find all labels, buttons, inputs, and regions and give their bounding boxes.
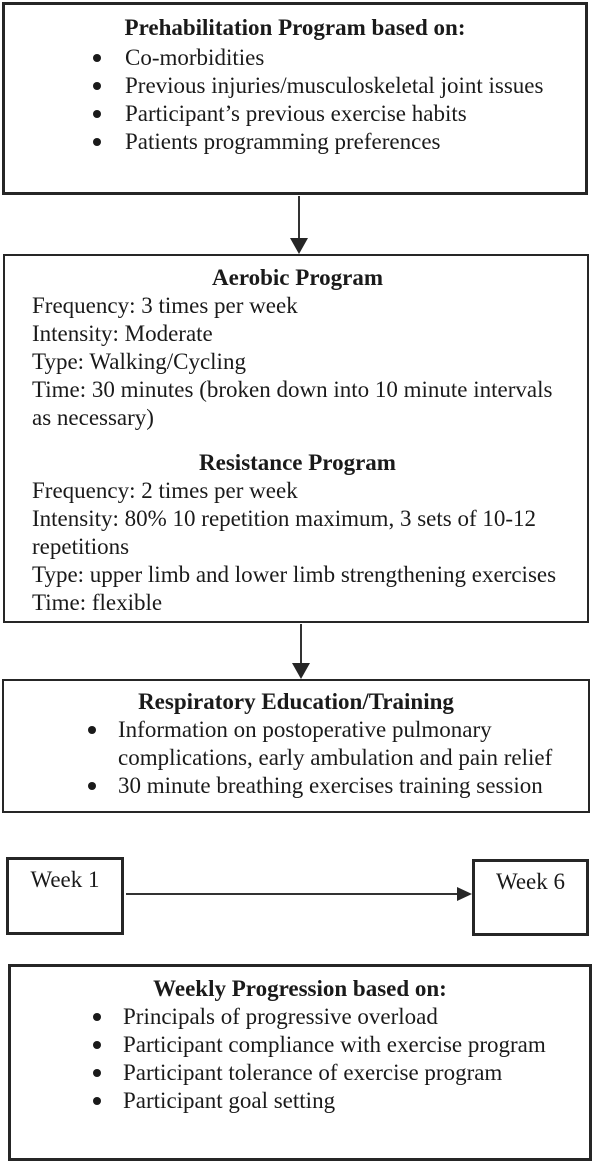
resistance-frequency: Frequency: 2 times per week [32,478,298,503]
prehab-program-box [2,2,588,195]
weekly-progression-box [8,964,592,1161]
progression-bullet-tolerance: Participant tolerance of exercise program [123,1059,559,1087]
aerobic-type: Type: Walking/Cycling [32,349,246,374]
aerobic-intensity: Intensity: Moderate [32,321,213,346]
week-start-box [6,857,124,935]
prehab-program-title: Prehabilitation Program based on: [124,15,466,40]
arrow-right-icon [126,886,472,902]
resistance-program-title: Resistance Program [199,450,396,475]
progression-bullet-goals: Participant goal setting [123,1087,559,1115]
exercise-program-box [3,254,589,623]
resistance-time: Time: flexible [32,590,163,615]
week-start-label: Week 1 [30,867,100,892]
respiratory-bullet-list [4,716,588,800]
aerobic-program-title: Aerobic Program [212,265,383,290]
resistance-intensity: Intensity: 80% 10 repetition maximum, 3 sets of 10-12 repetitions [32,506,537,559]
prehab-bullet-list [5,44,585,156]
progression-bullet-list [11,1003,589,1115]
weekly-progression-title: Weekly Progression based on: [153,976,447,1001]
respiratory-bullet-information: Information on postoperative pulmonary complications, early ambulation and pain relief [118,716,570,772]
prehab-bullet-injuries: Previous injuries/musculoskeletal joint issues [125,72,555,100]
arrow-down-icon [288,196,310,254]
prehab-bullet-habits: Participant’s previous exercise habits [125,100,555,128]
progression-bullet-overload: Principals of progressive overload [123,1003,559,1031]
week-end-box [472,859,589,936]
respiratory-education-title: Respiratory Education/Training [138,689,454,714]
week-end-label: Week 6 [495,869,566,894]
aerobic-frequency: Frequency: 3 times per week [32,293,298,318]
arrow-down-icon [290,624,312,679]
prehab-bullet-comorbidities: Co-morbidities [125,44,555,72]
resistance-type: Type: upper limb and lower limb strengthening exercises [32,562,557,587]
respiratory-bullet-breathing: 30 minute breathing exercises training session [118,772,570,800]
aerobic-time: Time: 30 minutes (broken down into 10 minute intervals as necessary) [32,377,553,430]
respiratory-education-box [2,679,590,813]
prehab-bullet-preferences: Patients programming preferences [125,128,555,156]
progression-bullet-compliance: Participant compliance with exercise program [123,1031,559,1059]
